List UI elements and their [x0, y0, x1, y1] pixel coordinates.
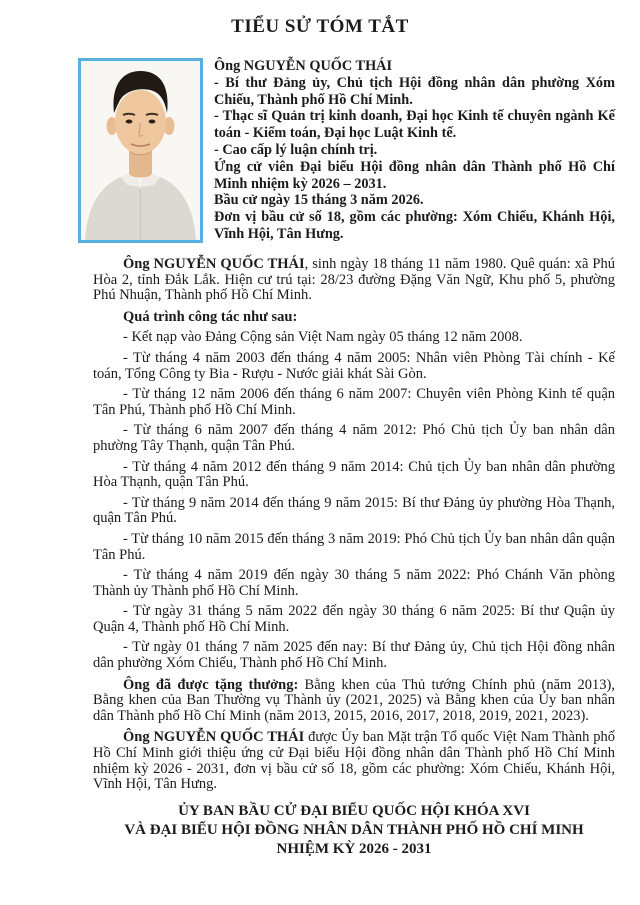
nomination-name: Ông NGUYỄN QUỐC THÁI	[123, 729, 305, 746]
career-item: - Từ tháng 10 năm 2015 đến tháng 3 năm 2019: Phó Chủ tịch Ủy ban nhân dân quận Tân Phú.	[93, 530, 615, 563]
awards-text: Bằng khen của Thủ tướng Chính phủ (năm 2013), Bằng khen của Ban Thường vụ Thành ủy (2021, 2025) và Bằng khen của Ủy ban nhân dân Thành phố Hồ Chí Minh (năm 2013, 2015, 2016, 2017, 2018, 2019, 2021, 2023).	[93, 676, 615, 724]
portrait-illustration	[81, 61, 200, 240]
career-item: - Từ tháng 12 năm 2006 đến tháng 6 năm 2007: Chuyên viên Phòng Kinh tế quận Tân Phú, Thành phố Hồ Chí Minh.	[93, 386, 615, 418]
profile-election-unit: Đơn vị bầu cử số 18, gồm các phường: Xóm Chiếu, Khánh Hội, Vĩnh Hội, Tân Hưng.	[214, 209, 615, 242]
career-heading: Quá trình công tác như sau:	[123, 308, 298, 325]
profile-summary	[214, 58, 615, 243]
career-item: - Từ tháng 6 năm 2007 đến tháng 4 năm 2012: Phó Chủ tịch Ủy ban nhân dân phường Tây Thạnh, quận Tân Phú.	[93, 422, 615, 454]
issuer-line-3: NHIỆM KỲ 2026 - 2031	[276, 840, 432, 857]
career-item: - Từ tháng 9 năm 2014 đến tháng 9 năm 2015: Bí thư Đảng ủy phường Hòa Thạnh, quận Tân Phú.	[93, 494, 615, 527]
profile-position: - Bí thư Đảng ủy, Chủ tịch Hội đồng nhân dân phường Xóm Chiếu, Thành phố Hồ Chí Minh.	[214, 74, 615, 108]
page-title: TIỂU SỬ TÓM TẮT	[231, 16, 409, 37]
awards-label: Ông đã được tặng thưởng:	[123, 676, 299, 693]
awards-paragraph	[93, 678, 615, 725]
nomination-paragraph	[93, 730, 615, 792]
career-item: - Từ tháng 4 năm 2019 đến ngày 30 tháng 5 năm 2022: Phó Chánh Văn phòng Thành ủy Thành phố Hồ Chí Minh.	[93, 567, 615, 599]
profile-election-day: Bầu cử ngày 15 tháng 3 năm 2026.	[214, 192, 424, 209]
career-item: - Từ tháng 4 năm 2012 đến tháng 9 năm 2014: Chủ tịch Ủy ban nhân dân phường Hòa Thạnh, quận Tân Phú.	[93, 458, 615, 491]
issuer-line-1: ỦY BAN BẦU CỬ ĐẠI BIỂU QUỐC HỘI KHÓA XVI	[178, 802, 530, 819]
document-body	[93, 257, 615, 859]
profile-candidacy: Ứng cử viên Đại biểu Hội đồng nhân dân Thành phố Hồ Chí Minh nhiệm kỳ 2026 – 2031.	[214, 158, 615, 192]
candidate-photo	[78, 58, 203, 243]
issuer-block	[93, 802, 615, 859]
career-item: - Kết nạp vào Đảng Cộng sản Việt Nam ngày 05 tháng 12 năm 2008.	[123, 329, 523, 346]
nomination-text: được Ủy ban Mặt trận Tổ quốc Việt Nam Thành phố Hồ Chí Minh giới thiệu ứng cử Đại biểu Hội đồng nhân dân Thành phố Hồ Chí Minh nhiệm kỳ 2026 - 2031, đơn vị bầu cử số 18, gồm các phường: Xóm Chiếu, Khánh Hội, Vĩnh Hội, Tân Hưng.	[93, 729, 616, 793]
career-item: - Từ tháng 4 năm 2003 đến tháng 4 năm 2005: Nhân viên Phòng Tài chính - Kế toán, Tổng Công ty Bia - Rượu - Nước giải khát Sài Gòn.	[93, 349, 615, 382]
bio-text: , sinh ngày 18 tháng 11 năm 1980. Quê quán: xã Phú Hòa 2, tỉnh Đắk Lắk. Hiện cư trú tại: 28/23 đường Đặng Văn Ngữ, Khu phố 5, phường Phú Nhuận, Thành phố Hồ Chí Minh.	[93, 256, 615, 304]
career-item: - Từ ngày 31 tháng 5 năm 2022 đến ngày 30 tháng 6 năm 2025: Bí thư Quận ủy Quận 4, Thành phố Hồ Chí Minh.	[93, 603, 615, 635]
career-item: - Từ ngày 01 tháng 7 năm 2025 đến nay: Bí thư Đảng ủy, Chủ tịch Hội đồng nhân dân phường Xóm Chiếu, Thành phố Hồ Chí Minh.	[93, 639, 615, 672]
bio-paragraph	[93, 257, 615, 304]
profile-political-theory: - Cao cấp lý luận chính trị.	[214, 141, 378, 158]
header-section	[78, 58, 615, 243]
bio-name: Ông NGUYỄN QUỐC THÁI	[123, 256, 305, 272]
issuer-line-2: VÀ ĐẠI BIỂU HỘI ĐỒNG NHÂN DÂN THÀNH PHỐ HỒ CHÍ MINH	[124, 821, 584, 838]
profile-education: - Thạc sĩ Quản trị kinh doanh, Đại học Kinh tế chuyên ngành Kế toán - Kiểm toán, Đại học Luật Kinh tế.	[214, 108, 615, 142]
candidate-name: Ông NGUYỄN QUỐC THÁI	[214, 58, 393, 74]
